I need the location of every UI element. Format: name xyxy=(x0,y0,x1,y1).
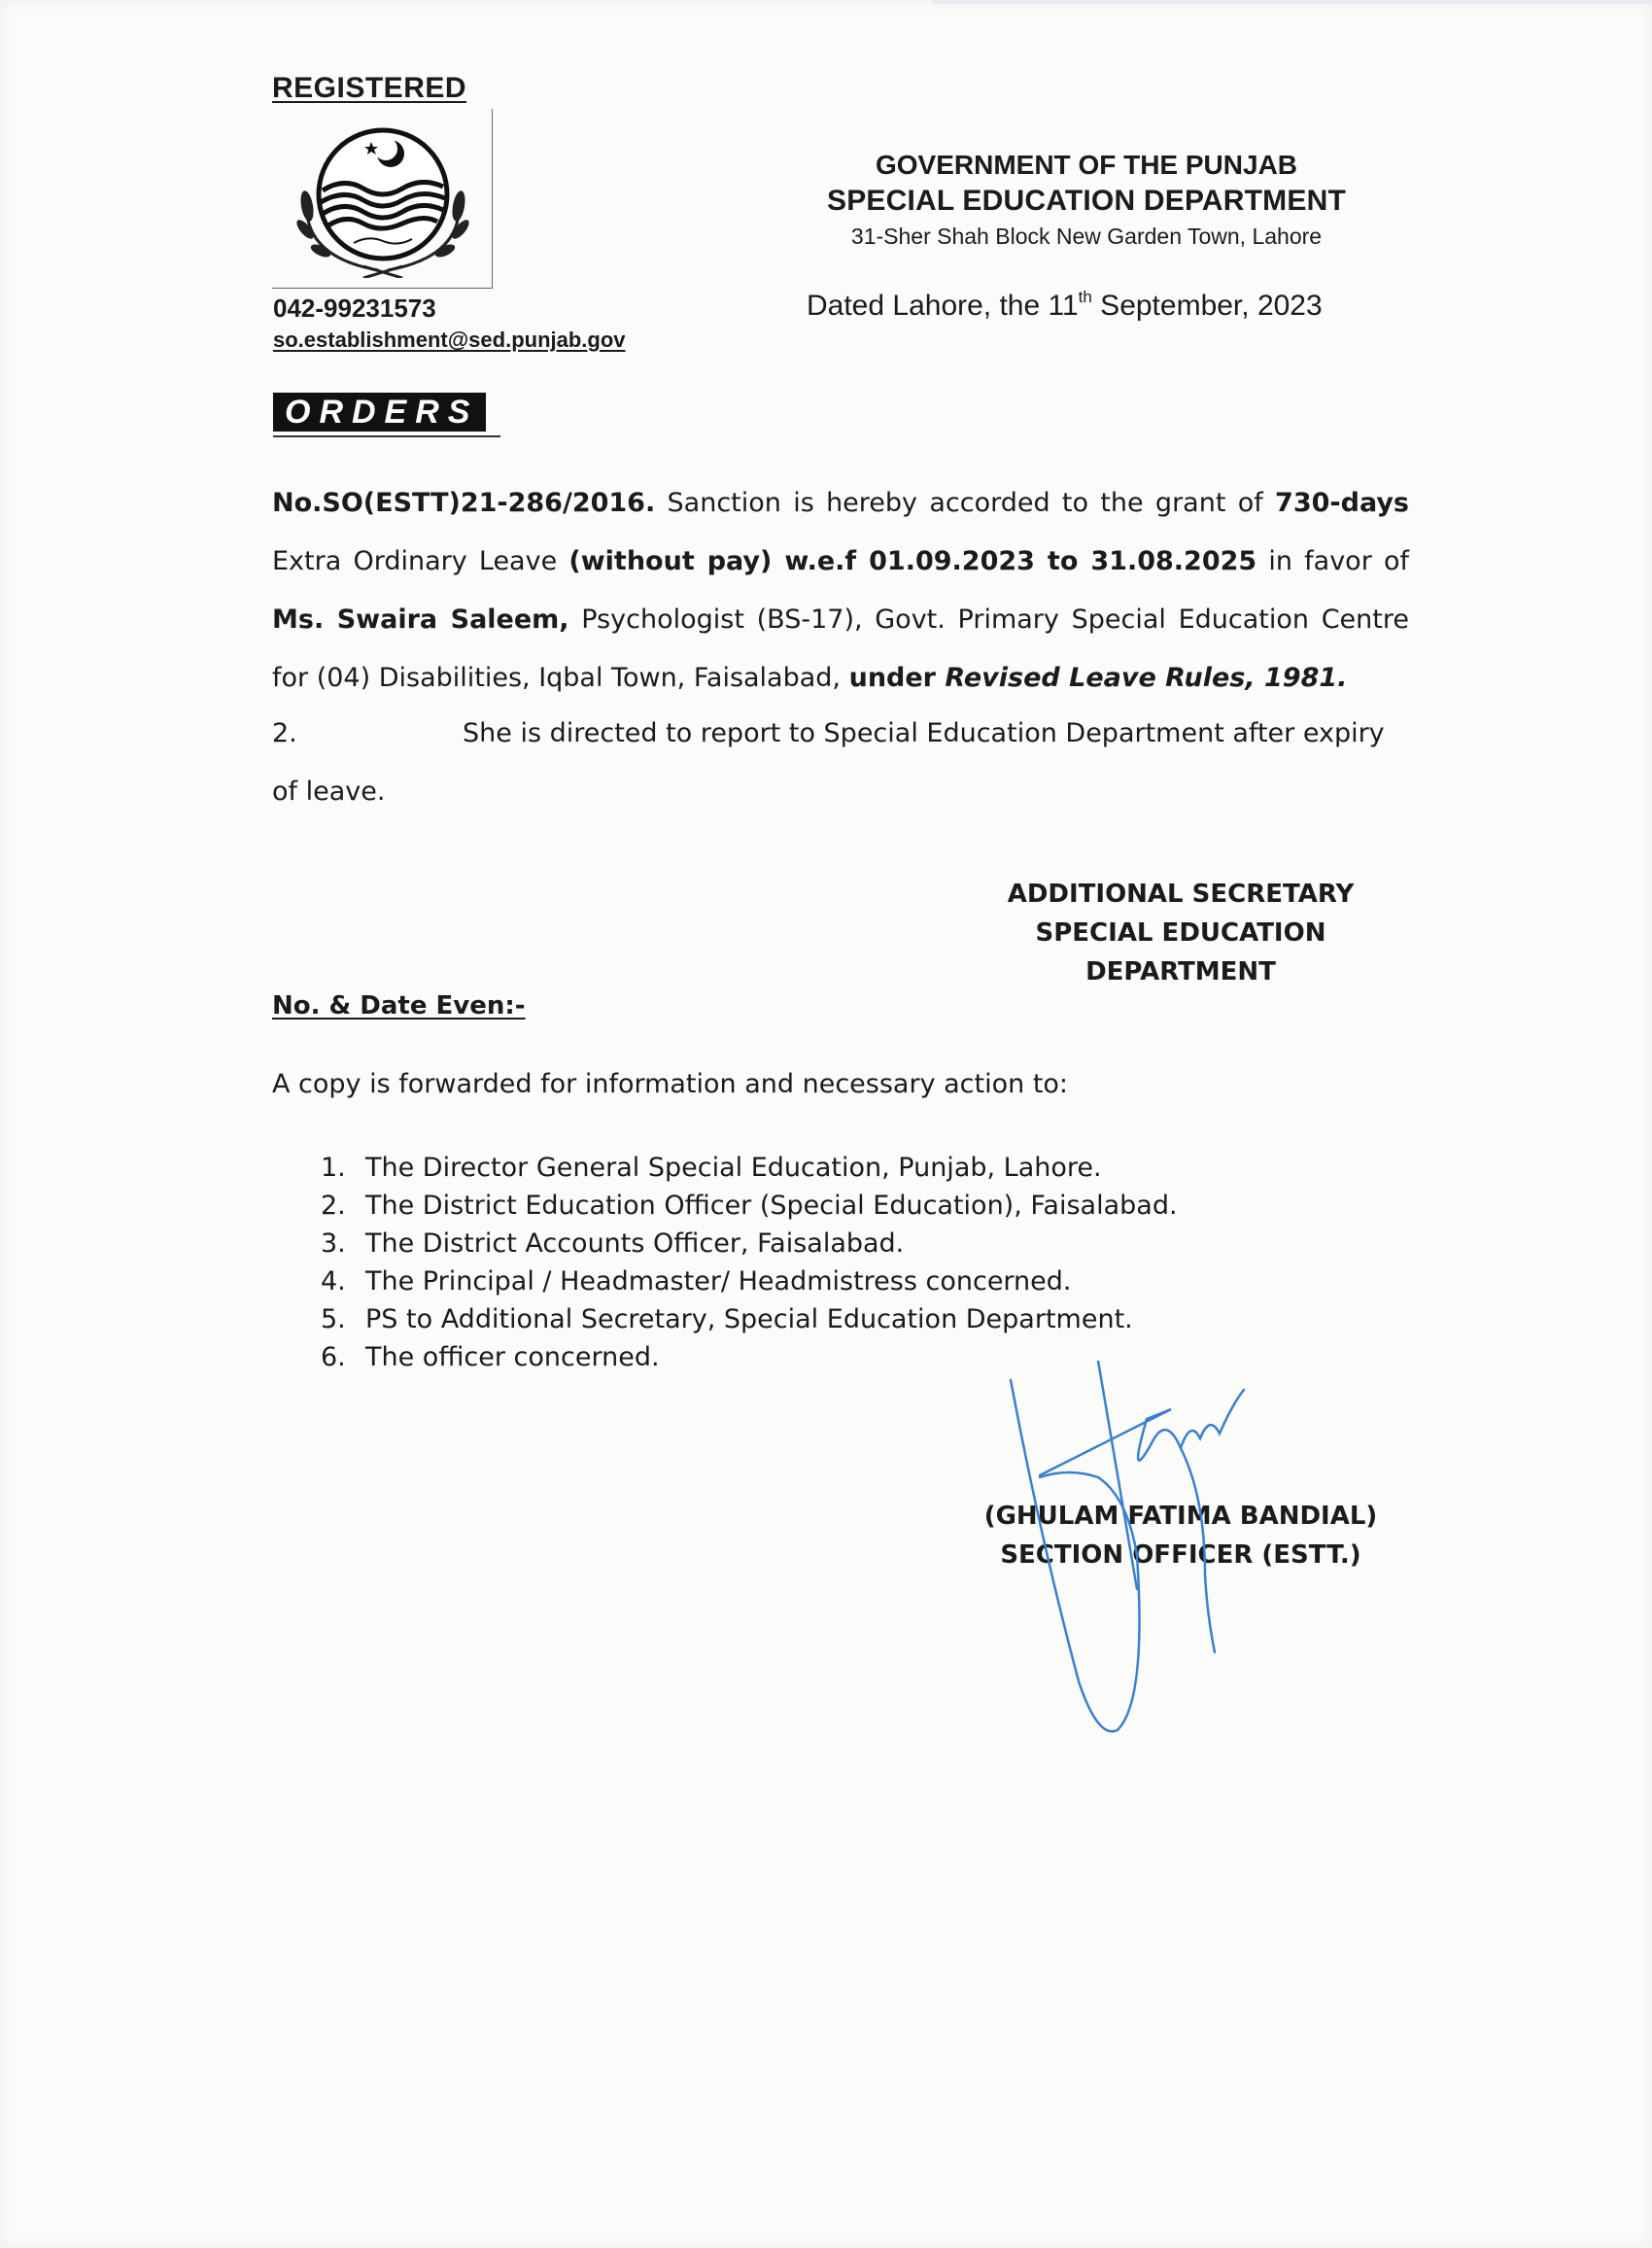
order-text: Extra Ordinary Leave xyxy=(272,546,569,576)
order-number: No.SO(ESTT)21-286/2016. xyxy=(272,488,656,518)
list-item xyxy=(321,1300,1178,1338)
order-text: in favor of xyxy=(1256,546,1409,576)
item-number: 2. xyxy=(321,1191,346,1221)
list-item xyxy=(321,1225,1178,1262)
list-item xyxy=(321,1187,1178,1225)
department-address: 31-Sher Shah Block New Garden Town, Lahore xyxy=(850,224,1323,249)
paragraph-2 xyxy=(272,705,1409,821)
list-item xyxy=(321,1262,1178,1300)
item-text: The officer concerned. xyxy=(365,1342,660,1372)
signatory-line: DEPARTMENT xyxy=(1085,957,1276,986)
distribution-list xyxy=(321,1149,1178,1376)
registered-label: REGISTERED xyxy=(272,72,467,104)
signature-icon xyxy=(981,1361,1292,1749)
item-number: 5. xyxy=(321,1304,346,1334)
email-link[interactable]: so.establishment@sed.punjab.gov xyxy=(273,328,626,352)
phone-number: 042-99231573 xyxy=(273,294,436,323)
item-text: PS to Additional Secretary, Special Education Department. xyxy=(365,1304,1133,1334)
signatory-name: (GHULAM FATIMA BANDIAL) xyxy=(983,1502,1378,1531)
signatory-title: SECTION OFFICER (ESTT.) xyxy=(1000,1540,1361,1570)
item-text: The Principal / Headmaster/ Headmistress concerned. xyxy=(365,1266,1072,1297)
dated-line xyxy=(807,290,1323,323)
logo-frame xyxy=(272,109,493,289)
order-text: Psychologist (BS-17), Govt. Primary Special Education Centre for (04) Disabilities, Iqbal Town, Faisalabad, xyxy=(272,605,1409,693)
leave-rules: Revised Leave Rules, 1981. xyxy=(945,663,1348,693)
under-label: under xyxy=(848,663,946,693)
item-number: 1. xyxy=(321,1153,346,1183)
item-text: The District Accounts Officer, Faisalabad. xyxy=(365,1228,905,1259)
item-text: The District Education Officer (Special Education), Faisalabad. xyxy=(365,1191,1178,1221)
additional-secretary-block xyxy=(972,875,1390,991)
dated-ordinal: th xyxy=(1078,288,1092,306)
paragraph-text: She is directed to report to Special Education Department after expiry of leave. xyxy=(272,718,1385,807)
government-title: GOVERNMENT OF THE PUNJAB xyxy=(875,150,1298,180)
leave-days: 730-days xyxy=(1275,488,1409,518)
paragraph-number: 2. xyxy=(272,718,297,748)
no-date-even-heading: No. & Date Even:- xyxy=(272,991,526,1020)
dated-suffix: September, 2023 xyxy=(1091,290,1323,322)
orders-underline xyxy=(273,435,500,437)
leave-period: (without pay) w.e.f 01.09.2023 to 31.08.2025 xyxy=(568,546,1257,576)
signatory-line: ADDITIONAL SECRETARY xyxy=(1007,880,1355,909)
item-number: 4. xyxy=(321,1266,346,1297)
orders-heading: ORDERS xyxy=(273,393,486,432)
order-text: Sanction is hereby accorded to the grant of xyxy=(655,488,1276,518)
signatory-line: SPECIAL EDUCATION xyxy=(1035,918,1326,948)
punjab-emblem-icon xyxy=(286,122,480,278)
item-number: 6. xyxy=(321,1342,346,1372)
department-title: SPECIAL EDUCATION DEPARTMENT xyxy=(827,185,1346,217)
employee-name: Ms. Swaira Saleem, xyxy=(272,605,569,635)
item-text: The Director General Special Education, Punjab, Lahore. xyxy=(365,1153,1102,1183)
item-number: 3. xyxy=(321,1228,346,1259)
list-item xyxy=(321,1149,1178,1187)
dated-prefix: Dated Lahore, the 11 xyxy=(807,290,1079,322)
order-paragraph xyxy=(272,474,1409,708)
copy-forwarded-line: A copy is forwarded for information and necessary action to: xyxy=(272,1069,1069,1099)
scan-edge-mark xyxy=(933,0,1652,4)
